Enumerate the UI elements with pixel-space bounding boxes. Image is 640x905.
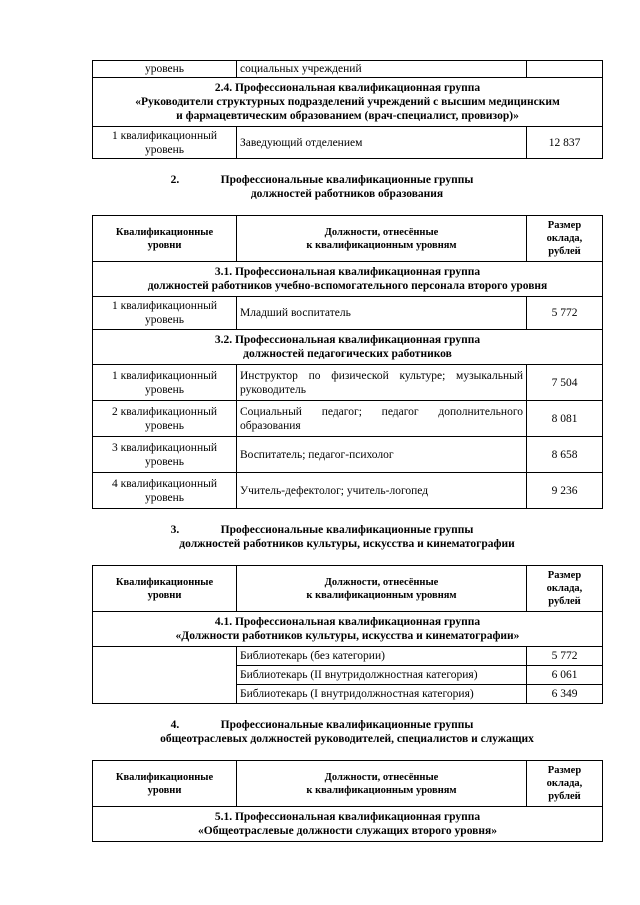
section-number: 2. [170, 174, 180, 186]
group-heading-line: и фармацевтическим образованием (врач-специалист, провизор)» [176, 110, 519, 122]
position-cell: Инструктор по физической культуре; музыкальный руководитель [237, 365, 527, 401]
table-education [92, 215, 603, 509]
position-cell: Библиотекарь (II внутридолжностная категория) [237, 666, 527, 685]
header-positions: Должности, отнесённые к квалификационным уровням [237, 761, 527, 807]
salary-cell: 5 772 [527, 647, 603, 666]
header-levels: Квалификационные уровни [93, 566, 237, 612]
salary-cell: 5 772 [527, 297, 603, 330]
salary-cell: 8 081 [527, 401, 603, 437]
table-header-row [93, 761, 603, 807]
level-cell [93, 127, 237, 159]
section-title-line: Профессиональные квалификационные группы [220, 174, 474, 186]
group-heading-3-2: 3.2. Профессиональная квалификационная группа должностей педагогических работников [93, 330, 603, 365]
group-heading-4-1: 4.1. Профессиональная квалификационная группа «Должности работников культуры, искусства и кинематографии» [93, 612, 603, 647]
header-positions: Должности, отнесённые к квалификационным уровням [237, 216, 527, 262]
level-cell: 4 квалификационный уровень [93, 473, 237, 509]
section-heading-3 [92, 523, 602, 551]
table-row [93, 647, 603, 666]
table-general [92, 760, 603, 842]
table-header-row [93, 216, 603, 262]
group-heading-5-1: 5.1. Профессиональная квалификационная группа «Общеотраслевые должности служащих второго уровня» [93, 807, 603, 842]
section-number: 3. [170, 524, 180, 536]
header-levels: Квалификационные уровни [93, 761, 237, 807]
level-cell: 3 квалификационный уровень [93, 437, 237, 473]
position-cell: Воспитатель; педагог-психолог [237, 437, 527, 473]
header-positions: Должности, отнесённые к квалификационным уровням [237, 566, 527, 612]
table-header-row [93, 566, 603, 612]
group-heading-2-4 [93, 78, 603, 127]
position-cell: Библиотекарь (I внутридолжностная категория) [237, 685, 527, 704]
header-salary: Размер оклада, рублей [527, 216, 603, 262]
group-heading-row [93, 78, 603, 127]
position-cell: Библиотекарь (без категории) [237, 647, 527, 666]
table-row [93, 473, 603, 509]
salary-cell: 6 061 [527, 666, 603, 685]
section-title-line: Профессиональные квалификационные группы [220, 719, 474, 731]
table-row [93, 297, 603, 330]
section-title-line: Профессиональные квалификационные группы [220, 524, 474, 536]
level-cell: 1 квалификационный уровень [93, 297, 237, 330]
position-cell: социальных учреждений [237, 61, 527, 78]
position-cell: Учитель-дефектолог; учитель-логопед [237, 473, 527, 509]
salary-cell: 6 349 [527, 685, 603, 704]
header-salary: Размер оклада, рублей [527, 566, 603, 612]
document-page [92, 60, 602, 842]
group-heading-row [93, 262, 603, 297]
group-heading-line: 2.4. Профессиональная квалификационная группа [214, 82, 481, 94]
group-heading-row [93, 807, 603, 842]
level-cell: 2 квалификационный уровень [93, 401, 237, 437]
header-levels: Квалификационные уровни [93, 216, 237, 262]
group-heading-row [93, 612, 603, 647]
position-cell: Младший воспитатель [237, 297, 527, 330]
table-row [93, 61, 603, 78]
group-heading-line: «Руководители структурных подразделений учреждений с высшим медицинским [135, 96, 560, 108]
section-title-line: общеотраслевых должностей руководителей, специалистов и служащих [160, 733, 534, 745]
header-salary: Размер оклада, рублей [527, 761, 603, 807]
level-text: уровень [144, 143, 185, 156]
level-cell: 1 квалификационный уровень [93, 365, 237, 401]
table-row [93, 437, 603, 473]
section-heading-4 [92, 718, 602, 746]
group-heading-3-1: 3.1. Профессиональная квалификационная группа должностей работников учебно-вспомогательного персонала второго уровня [93, 262, 603, 297]
table-continued [92, 60, 603, 159]
position-cell: Социальный педагог; педагог дополнительного образования [237, 401, 527, 437]
table-row [93, 127, 603, 159]
position-cell: Заведующий отделением [237, 127, 527, 159]
level-cell: уровень [93, 61, 237, 78]
section-heading-2 [92, 173, 602, 201]
salary-cell [527, 61, 603, 78]
section-number: 4. [170, 719, 180, 731]
salary-cell: 8 658 [527, 437, 603, 473]
table-culture [92, 565, 603, 704]
table-row [93, 401, 603, 437]
salary-cell: 12 837 [527, 127, 603, 159]
section-title-line: должностей работников культуры, искусства и кинематографии [179, 538, 515, 550]
group-heading-row [93, 330, 603, 365]
section-title-line: должностей работников образования [250, 188, 444, 200]
salary-cell: 7 504 [527, 365, 603, 401]
level-text: 1 квалификационный [112, 129, 217, 142]
table-row [93, 365, 603, 401]
salary-cell: 9 236 [527, 473, 603, 509]
level-cell [93, 647, 237, 704]
